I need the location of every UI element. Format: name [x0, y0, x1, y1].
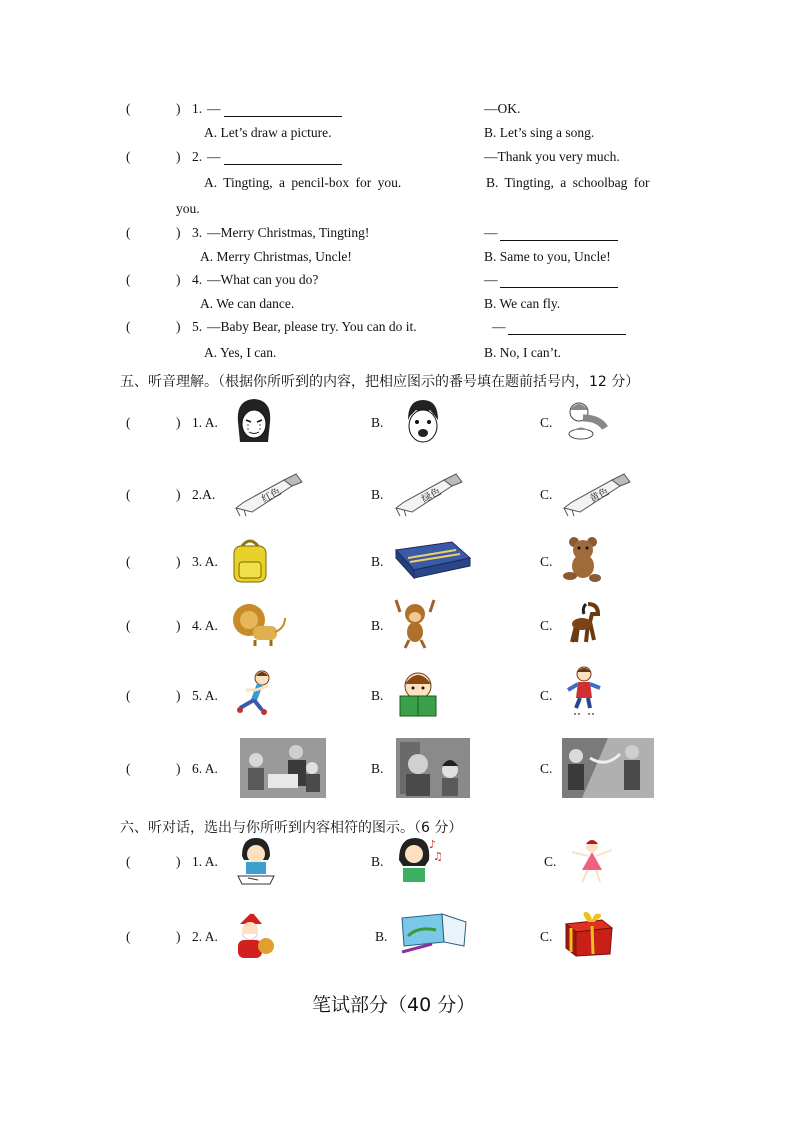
option-a: A. Let’s draw a picture.	[204, 125, 332, 140]
question-number: 1. A.	[192, 854, 218, 869]
schoolbag-image	[230, 538, 270, 584]
option-b-label: B.	[371, 618, 384, 633]
paint-tube-green-image	[394, 472, 466, 520]
girl-crying-image	[232, 396, 276, 448]
answer-paren-open[interactable]: (	[126, 688, 131, 703]
question-number: 2. A.	[192, 929, 218, 944]
option-b: B. Let’s sing a song.	[484, 125, 595, 140]
greeting-card-image	[398, 912, 470, 958]
option-c-label: C.	[540, 688, 553, 703]
question-number: 5. A.	[192, 688, 218, 703]
answer-blank[interactable]	[500, 228, 618, 241]
option-a: A. We can dance.	[200, 296, 295, 311]
question-reply: —	[484, 225, 498, 240]
paint-label: 绿色	[420, 486, 443, 506]
question-reply: —Thank you very much.	[484, 149, 620, 164]
question-number: 4.	[192, 272, 203, 287]
question-prompt: —	[207, 149, 221, 164]
answer-paren-close: )	[176, 554, 181, 569]
question-number: 3. A.	[192, 554, 218, 569]
answer-paren-close: )	[176, 761, 181, 776]
answer-paren-open[interactable]: (	[126, 415, 131, 430]
question-prompt: —Merry Christmas, Tingting!	[207, 225, 370, 240]
option-b: B. Tingting, a schoolbag for	[486, 175, 650, 190]
option-b-continued: you.	[176, 201, 200, 216]
answer-paren-open[interactable]: (	[126, 854, 131, 869]
option-c-label: C.	[544, 854, 557, 869]
option-b-label: B.	[371, 487, 384, 502]
boy-reading-image	[396, 670, 440, 720]
pencil-box-image	[394, 540, 472, 580]
answer-blank[interactable]	[508, 322, 626, 335]
answer-paren-close: )	[176, 149, 181, 164]
lion-image	[231, 602, 289, 648]
boy-running-image	[230, 668, 280, 720]
people-painting-scene-image	[240, 738, 326, 798]
answer-paren-close: )	[176, 101, 181, 116]
question-number: 3.	[192, 225, 203, 240]
answer-paren-open[interactable]: (	[126, 618, 131, 633]
written-part-heading: 笔试部分（40 分）	[312, 994, 476, 1016]
paint-tube-red-image	[234, 472, 306, 520]
question-number: 6. A.	[192, 761, 218, 776]
question-number: 5.	[192, 319, 203, 334]
question-prompt: —What can you do?	[207, 272, 319, 287]
answer-paren-close: )	[176, 272, 181, 287]
question-number: 2.	[192, 149, 203, 164]
horse-image	[562, 600, 602, 646]
answer-paren-close: )	[176, 225, 181, 240]
option-b-label: B.	[375, 929, 388, 944]
option-b-label: B.	[371, 554, 384, 569]
answer-paren-close: )	[176, 487, 181, 502]
section-heading: 六、听对话，选出与你所听到内容相符的图示。（6 分）	[120, 820, 463, 836]
option-b-label: B.	[371, 415, 384, 430]
option-c-label: C.	[540, 618, 553, 633]
answer-paren-open[interactable]: (	[126, 101, 131, 116]
girl-dancing-image	[566, 838, 616, 884]
answer-paren-close: )	[176, 319, 181, 334]
kids-at-wall-scene-image	[562, 738, 654, 798]
question-number: 2.A.	[192, 487, 216, 502]
santa-claus-image	[230, 910, 276, 960]
paint-tube-yellow-image	[562, 472, 634, 520]
option-a: A. Merry Christmas, Uncle!	[200, 249, 352, 264]
grandma-and-girl-scene-image	[396, 738, 470, 798]
teddy-bear-image	[562, 536, 602, 582]
answer-paren-open[interactable]: (	[126, 225, 131, 240]
answer-blank[interactable]	[500, 275, 618, 288]
option-b-label: B.	[371, 761, 384, 776]
question-reply: —	[492, 319, 506, 334]
option-a: A. Yes, I can.	[204, 345, 277, 360]
answer-paren-open[interactable]: (	[126, 272, 131, 287]
answer-paren-close: )	[176, 688, 181, 703]
section-heading: 五、听音理解。（根据你所听到的内容，把相应图示的番号填在题前括号内，12 分）	[120, 374, 640, 390]
question-number: 1.	[192, 101, 203, 116]
girl-singing-image	[395, 836, 443, 886]
option-b-label: B.	[371, 854, 384, 869]
question-reply: —	[484, 272, 498, 287]
paint-label: 红色	[260, 486, 283, 506]
option-b: B. We can fly.	[484, 296, 561, 311]
option-c-label: C.	[540, 929, 553, 944]
option-b-label: B.	[371, 688, 384, 703]
option-b: B. Same to you, Uncle!	[484, 249, 611, 264]
answer-paren-open[interactable]: (	[126, 149, 131, 164]
option-a: A. Tingting, a pencil-box for you.	[204, 175, 402, 190]
girl-drawing-image	[234, 836, 278, 886]
option-c-label: C.	[540, 487, 553, 502]
answer-paren-close: )	[176, 415, 181, 430]
question-reply: —OK.	[484, 101, 521, 116]
answer-paren-open[interactable]: (	[126, 929, 131, 944]
monkey-image	[394, 598, 436, 650]
answer-paren-open[interactable]: (	[126, 319, 131, 334]
answer-blank[interactable]	[224, 104, 342, 117]
gift-box-image	[562, 910, 616, 958]
answer-blank[interactable]	[224, 152, 342, 165]
answer-paren-close: )	[176, 929, 181, 944]
option-c-label: C.	[540, 415, 553, 430]
answer-paren-open[interactable]: (	[126, 554, 131, 569]
option-b: B. No, I can’t.	[484, 345, 561, 360]
svg-text:♪: ♪	[429, 838, 437, 851]
question-prompt: —Baby Bear, please try. You can do it.	[207, 319, 417, 334]
question-prompt: —	[207, 101, 221, 116]
boy-jumping-image	[562, 666, 604, 720]
svg-text:♫: ♫	[433, 850, 443, 863]
question-number: 4. A.	[192, 618, 218, 633]
boy-shouting-image	[402, 398, 444, 448]
paint-label: 黄色	[588, 486, 611, 506]
option-c-label: C.	[540, 554, 553, 569]
question-number: 1. A.	[192, 415, 218, 430]
option-c-label: C.	[540, 761, 553, 776]
answer-paren-open[interactable]: (	[126, 487, 131, 502]
answer-paren-open[interactable]: (	[126, 761, 131, 776]
boy-washing-image	[565, 400, 609, 446]
answer-paren-close: )	[176, 854, 181, 869]
answer-paren-close: )	[176, 618, 181, 633]
